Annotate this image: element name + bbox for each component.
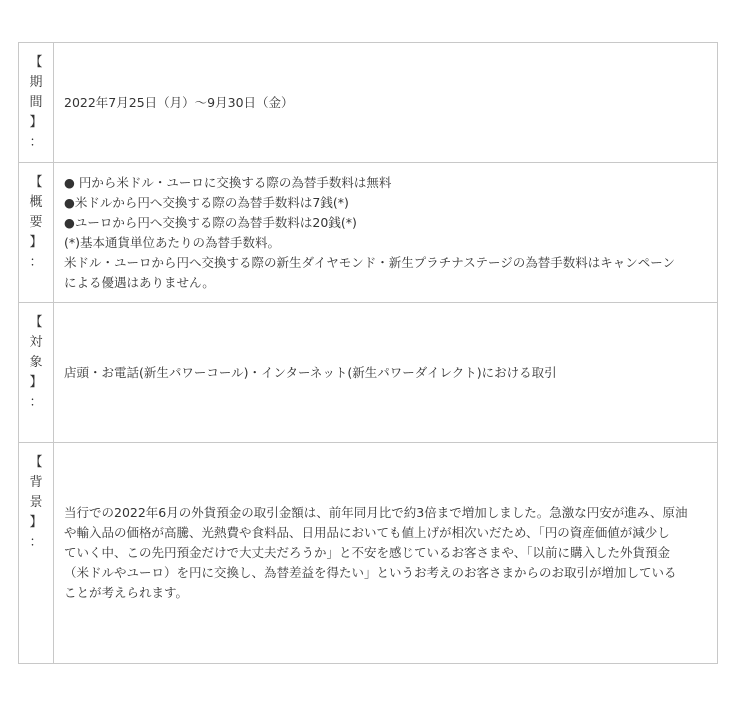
header-char: 要 [29, 215, 43, 230]
header-char: ： [29, 255, 43, 270]
header-char: 【 [29, 55, 43, 70]
overview-line: ●米ドルから円へ交換する際の為替手数料は7銭(*) [64, 194, 349, 210]
period-row [19, 43, 718, 163]
target-text: 店頭・お電話(新生パワーコール)・インターネット(新生パワーダイレクト)における取引 [64, 364, 557, 380]
background-line: ていく中、この先円預金だけで大丈夫だろうか」と不安を感じているお客さまや、「以前に購入した外貨預金 [64, 545, 671, 560]
background-line: （米ドルやユーロ）を円に交換し、為替差益を得たい」というお考えのお客さまからのお取引が増加している [64, 565, 677, 580]
header-char: 】 [29, 375, 43, 390]
overview-line: 米ドル・ユーロから円へ交換する際の新生ダイヤモンド・新生プラチナステージの為替手数料はキャンペーン [64, 254, 676, 270]
background-row [19, 443, 718, 664]
header-char: 象 [29, 355, 43, 370]
period-text: 2022年7月25日（月）〜9月30日（金） [64, 94, 294, 110]
header-char: 対 [29, 335, 43, 350]
background-line: 当行での2022年6月の外貨預金の取引金額は、前年同月比で約3倍まで増加しました。急激な円安が進み、原油 [64, 505, 688, 520]
header-char: 背 [29, 475, 43, 490]
overview-line: ● 円から米ドル・ユーロに交換する際の為替手数料は無料 [64, 174, 392, 190]
header-char: 【 [29, 175, 43, 190]
background-line: や輸入品の価格が高騰、光熱費や食料品、日用品においても値上げが相次いだため、「円の資産価値が減少し [64, 525, 670, 540]
overview-content [54, 163, 718, 303]
footnote-line: (*)基本通貨単位あたりの為替手数料。 [64, 234, 281, 250]
target-content [54, 303, 718, 443]
target-header [19, 303, 54, 443]
header-char: ： [29, 535, 43, 550]
header-char: 景 [29, 495, 43, 510]
overview-line: ●ユーロから円へ交換する際の為替手数料は20銭(*) [64, 214, 357, 230]
header-char: 】 [29, 235, 43, 250]
background-header [19, 443, 54, 664]
period-header [19, 43, 54, 163]
overview-header [19, 163, 54, 303]
overview-row [19, 163, 718, 303]
header-char: 概 [29, 195, 43, 210]
header-char: ： [29, 135, 43, 150]
background-line: ことが考えられます。 [64, 585, 189, 600]
target-row [19, 303, 718, 443]
header-char: 【 [29, 455, 43, 470]
overview-line: による優遇はありません。 [64, 274, 215, 290]
header-char: ： [29, 395, 43, 410]
campaign-info-table [18, 42, 718, 664]
header-char: 】 [29, 515, 43, 530]
period-content [54, 43, 718, 163]
header-char: 間 [29, 95, 43, 110]
header-char: 】 [29, 115, 43, 130]
header-char: 期 [29, 75, 43, 90]
background-content [54, 443, 718, 664]
header-char: 【 [29, 315, 43, 330]
